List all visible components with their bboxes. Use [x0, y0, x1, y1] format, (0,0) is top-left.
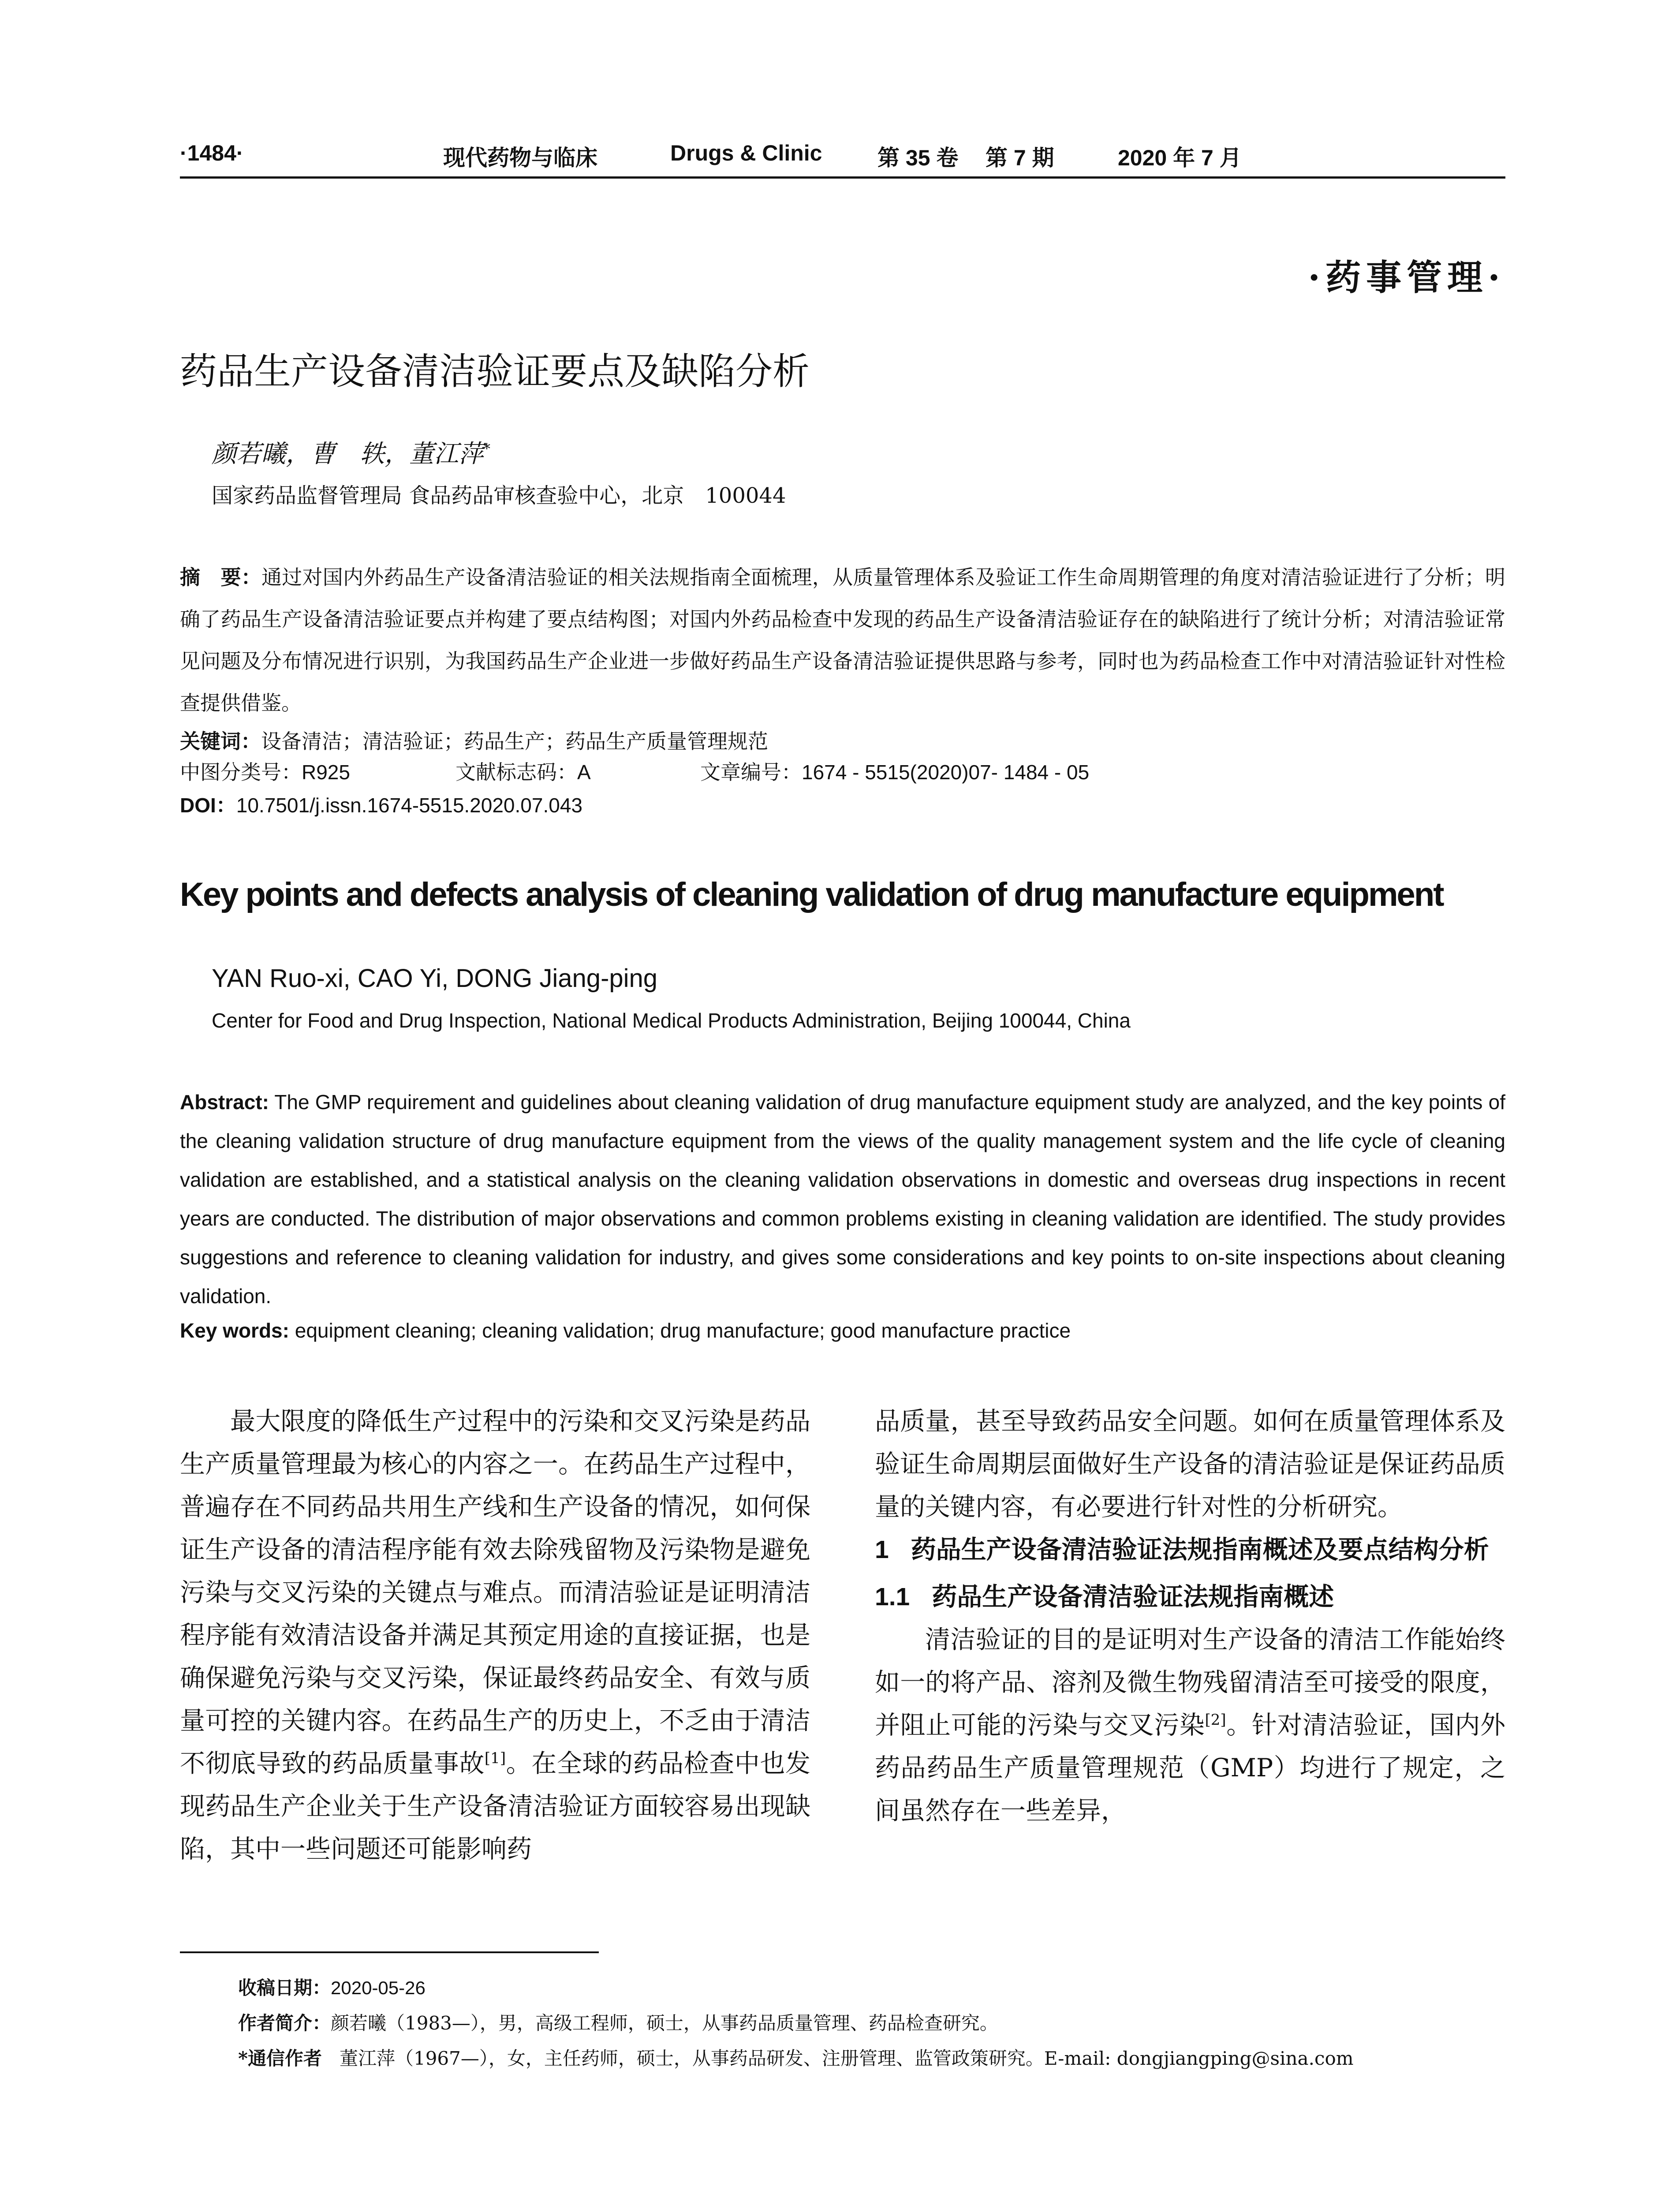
- subsection-heading: [875, 1576, 1505, 1618]
- keywords-cn-label: 关键词：: [180, 729, 261, 753]
- body-paragraph: [875, 1618, 1505, 1832]
- footnote-text: 颜若曦（1983—），男，高级工程师，硕士，从事药品质量管理、药品检查研究。: [331, 2012, 998, 2034]
- issue: 第 7 期: [986, 146, 1054, 170]
- subsection-number: 1.1: [875, 1583, 910, 1611]
- subsection-title: 药品生产设备清洁验证法规指南概述: [932, 1583, 1334, 1611]
- header-rule: [180, 176, 1505, 179]
- keywords-en-text: equipment cleaning; cleaning validation; drug manufacture; good manufacture practice: [295, 1319, 1071, 1342]
- footnote-received: [238, 1973, 426, 2000]
- clc-number: [180, 756, 350, 785]
- document-code: [455, 756, 591, 785]
- article-value: 1674 - 5515(2020)07- 1484 - 05: [802, 761, 1090, 784]
- affiliation-cn: 国家药品监督管理局 食品药品审核查验中心，北京 100044: [212, 483, 786, 508]
- body-paragraph: [180, 1400, 810, 1871]
- abstract-cn-label: 摘 要：: [180, 565, 261, 589]
- page-number: ·1484·: [180, 141, 244, 165]
- body-paragraph: 品质量，甚至导致药品安全问题。如何在质量管理体系及验证生命周期层面做好生产设备的清洁验证是保证药品质量的关键内容，有必要进行针对性的分析研究。: [875, 1407, 1505, 1521]
- footnote-label: *通信作者: [238, 2048, 322, 2069]
- article-title-en: Key points and defects analysis of cleaning validation of drug manufacture equipment: [180, 876, 1443, 913]
- volume: 第 35 卷: [877, 146, 959, 170]
- article-title-cn: 药品生产设备清洁验证要点及缺陷分析: [180, 351, 810, 392]
- footnote-label: 作者简介：: [238, 2012, 331, 2034]
- authors-cn-names: 颜若曦，曹 轶，董江萍: [212, 440, 483, 468]
- article-label: 文章编号：: [700, 760, 802, 784]
- keywords-cn: [180, 725, 768, 755]
- footnote-text: 董江萍（1967—），女，主任药师，硕士，从事药品研发、注册管理、监管政策研究。E-mail: dongjiangping@sina.com: [339, 2048, 1354, 2069]
- journal-name-cn: 现代药物与临床: [443, 145, 597, 171]
- body-right-column: [875, 1400, 1505, 1832]
- keywords-cn-text: 设备清洁；清洁验证；药品生产；药品生产质量管理规范: [261, 729, 768, 753]
- keywords-en-label: Key words:: [180, 1319, 289, 1342]
- journal-name-en: Drugs & Clinic: [670, 141, 822, 165]
- doc-value: A: [577, 761, 591, 784]
- body-text: 。针对清洁验证，国内外药品药品生产质量管理规范（GMP）均进行了规定，之间虽然存在一些差异，: [875, 1711, 1506, 1825]
- section-heading: [875, 1529, 1505, 1571]
- abstract-en: [180, 1083, 1505, 1316]
- body-text: 清洁验证的目的是证明对生产设备的清洁工作能始终如一的将产品、溶剂及微生物残留清洁至可接受的限度，并阻止可能的污染与交叉污染: [875, 1625, 1505, 1740]
- authors-cn: [212, 434, 490, 470]
- doc-label: 文献标志码：: [455, 760, 577, 784]
- doi-value: 10.7501/j.issn.1674-5515.2020.07.043: [236, 794, 582, 817]
- corresponding-mark: *: [483, 440, 490, 457]
- section-title: 药品生产设备清洁验证法规指南概述及要点结构分析: [911, 1536, 1489, 1564]
- footnote-rule: [180, 1951, 599, 1953]
- footnote-text: 2020-05-26: [331, 1977, 426, 1998]
- body-text: 最大限度的降低生产过程中的污染和交叉污染是药品生产质量管理最为核心的内容之一。在药品生产过程中，普遍存在不同药品共用生产线和生产设备的情况，如何保证生产设备的清洁程序能有效去除残留物及污染物是避免污染与交叉污染的关键点与难点。而清洁验证是证明清洁程序能有效清洁设备并满足其预定用途的直接证据，也是确保避免污染与交叉污染，保证最终药品安全、有效与质量可控的关键内容。在药品生产的历史上，不乏由于清洁不彻底导致的药品质量事故: [180, 1407, 810, 1778]
- affiliation-en: Center for Food and Drug Inspection, National Medical Products Administration, Beijing 100044, China: [212, 1009, 1131, 1032]
- publication-date: 2020 年 7 月: [1118, 146, 1242, 170]
- citation-ref: [2]: [1205, 1711, 1226, 1729]
- body-left-column: [180, 1400, 810, 1871]
- article-number: [700, 756, 1089, 785]
- doi: [180, 789, 582, 818]
- authors-en: YAN Ruo-xi, CAO Yi, DONG Jiang-ping: [212, 964, 658, 993]
- doi-label: DOI：: [180, 794, 236, 817]
- footnote-author: [238, 2009, 998, 2035]
- footnote-corresponding: [238, 2044, 1354, 2070]
- section-number: 1: [875, 1536, 889, 1564]
- citation-ref: [1]: [484, 1749, 506, 1767]
- clc-value: R925: [302, 761, 350, 784]
- abstract-cn-text: 通过对国内外药品生产设备清洁验证的相关法规指南全面梳理，从质量管理体系及验证工作生命周期管理的角度对清洁验证进行了分析；明确了药品生产设备清洁验证要点并构建了要点结构图；对国内外药品检查中发现的药品生产设备清洁验证存在的缺陷进行了统计分析；对清洁验证常见问题及分布情况进行识别，为我国药品生产企业进一步做好药品生产设备清洁验证提供思路与参考，同时也为药品检查工作中对清洁验证针对性检查提供借鉴。: [180, 565, 1505, 715]
- keywords-en: [180, 1319, 1071, 1342]
- section-label: ·药事管理·: [1308, 257, 1505, 298]
- abstract-cn: [180, 557, 1505, 724]
- footnote-label: 收稿日期：: [238, 1977, 331, 1999]
- body-text: 。在全球的药品检查中也发现药品生产企业关于生产设备清洁验证方面较容易出现缺陷，其中一些问题还可能影响药: [180, 1749, 811, 1864]
- clc-label: 中图分类号：: [180, 760, 302, 784]
- abstract-en-text: The GMP requirement and guidelines about cleaning validation of drug manufacture equipment study are analyzed, and the key points of the cleaning validation structure of drug manufacture equipment from the views of the quality management system and the life cycle of cleaning validation are established, and a statistical analysis on the cleaning validation observations in domestic and overseas drug inspections in recent years are conducted. The distribution of major observations and common problems existing in cleaning validation are identified. The study provides suggestions and reference to cleaning validation for industry, and gives some considerations and key points to on-site inspections about cleaning validation.: [180, 1091, 1505, 1308]
- abstract-en-label: Abstract:: [180, 1091, 269, 1114]
